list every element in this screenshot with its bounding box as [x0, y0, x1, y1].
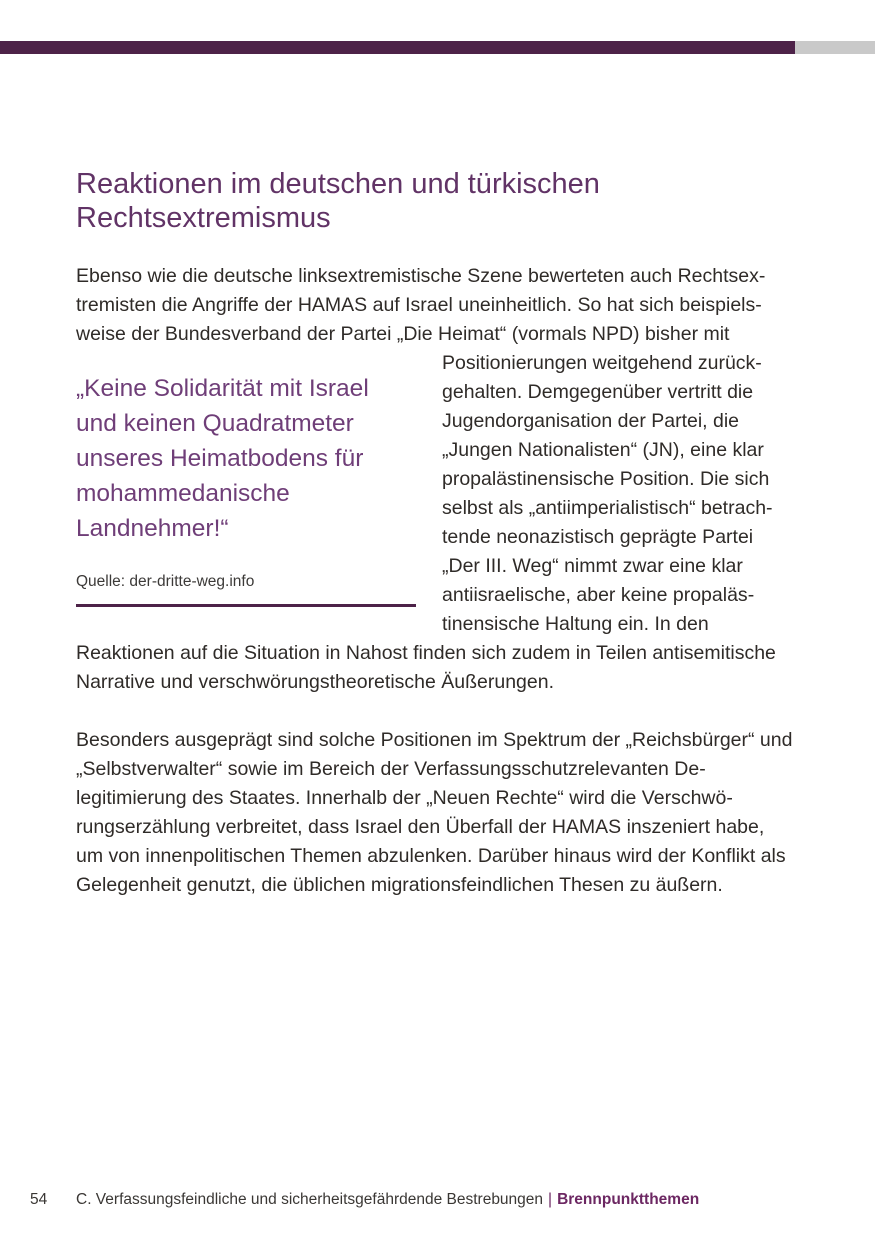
footer-separator: |: [548, 1191, 553, 1208]
header-accent-bar: [0, 41, 795, 54]
paragraph-intro: Ebenso wie die deutsche linksextremistische Szene bewerteten auch Rechtsextremisten die Angriffe der HAMAS auf Israel uneinheitlich. So hat sich beispielsweise der Bundesverband der Partei „Die Heimat“ (vormals NPD) bisher mit: [76, 265, 766, 345]
paragraph-second: Besonders ausgeprägt sind solche Positionen im Spektrum der „Reichsbürger“ und „Selbstverwalter“ sowie im Bereich der Verfassungsschutzrelevanten Delegitimierung des Staates. Innerhalb der „Neuen Rechte“ wird die Verschwörungserzählung verbreitet, dass Israel den Überfall der HAMAS inszeniert habe, um von innenpolitischen Themen abzulenken. Darüber hinaus wird der Konflikt als Gelegenheit genutzt, die üblichen migrationsfeindlichen Thesen zu äußern.: [76, 729, 793, 896]
pullquote-block: [76, 371, 416, 607]
page-title: Reaktionen im deutschen und türkischen Rechtsextremismus: [76, 168, 600, 234]
header-gray-bar: [795, 41, 875, 54]
footer-line: [76, 1191, 699, 1209]
page-content: [76, 167, 796, 900]
footer-section: C. Verfassungsfeindliche und sicherheitsgefährdende Bestrebungen: [76, 1191, 544, 1208]
paragraph-wrap: Positionierungen weitgehend zurückgehalten. Demgegenüber vertritt die Jugendorganisation der Partei, die „Jungen Nationalisten“ (JN), eine klar propalästinensische Position. Die sich selbst als „antiimperialistisch“ betrachtende neonazistisch geprägte Partei „Der III. Weg“ nimmt zwar eine klar antiisraelische, aber keine propalästinensische Haltung ein. In den Reaktionen auf die Situation in Nahost finden sich zudem in Teilen antisemitische Narrative und verschwörungstheoretische Äußerungen.: [76, 352, 776, 693]
footer-highlight: Brennpunktthemen: [557, 1191, 700, 1208]
pullquote-source: Quelle: der-dritte-weg.info: [76, 573, 255, 590]
pullquote-text: „Keine Solidarität mit Israel und keinen Quadratmeter unseres Heimatbodens für mohammedanische Landnehmer!“: [76, 375, 369, 542]
page-number: 54: [30, 1191, 48, 1208]
header-bar: [0, 41, 875, 54]
pullquote-underline: [76, 604, 416, 607]
